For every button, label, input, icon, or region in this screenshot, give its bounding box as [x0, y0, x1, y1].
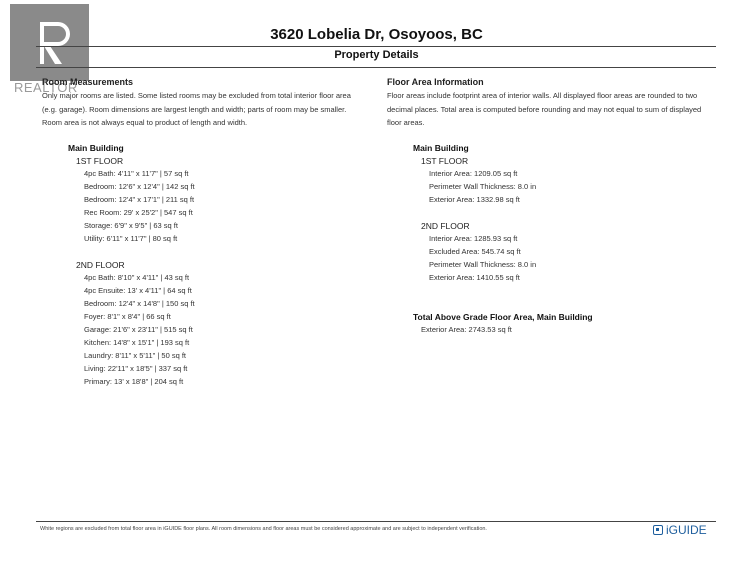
- room-floor-1-heading: 1ST FLOOR: [76, 156, 124, 166]
- iguide-logo: [653, 523, 707, 537]
- room-item: Kitchen: 14'8" x 15'1" | 193 sq ft: [84, 338, 190, 347]
- area-floor-2-heading: 2ND FLOOR: [421, 221, 470, 231]
- description-line: Floor areas include footprint area of interior walls. All displayed floor areas are rounded to two: [387, 91, 698, 100]
- description-line: Room area is not always equal to product of length and width.: [42, 118, 248, 127]
- footer-divider: [36, 521, 716, 522]
- room-item: Garage: 21'6" x 23'11" | 515 sq ft: [84, 325, 193, 334]
- total-area-heading: Total Above Grade Floor Area, Main Building: [413, 312, 593, 322]
- subtitle-divider: [36, 67, 716, 68]
- room-item: Storage: 6'9" x 9'5" | 63 sq ft: [84, 221, 178, 230]
- description-line: floor areas.: [387, 118, 425, 127]
- room-item: Bedroom: 12'4" x 17'1" | 211 sq ft: [84, 195, 195, 204]
- room-item: Rec Room: 29' x 25'2" | 547 sq ft: [84, 208, 193, 217]
- iguide-icon: [653, 525, 663, 535]
- room-item: 4pc Bath: 8'10" x 4'11" | 43 sq ft: [84, 273, 190, 282]
- room-item: Laundry: 8'11" x 5'11" | 50 sq ft: [84, 351, 187, 360]
- page-subtitle: Property Details: [334, 49, 419, 61]
- description-line: decimal places. Total area is computed before rounding and may not equal to sum of displayed: [387, 104, 702, 114]
- room-floor-2-heading: 2ND FLOOR: [76, 260, 125, 270]
- room-measurements-description: [42, 89, 351, 130]
- room-item: 4pc Ensuite: 13' x 4'11" | 64 sq ft: [84, 286, 192, 295]
- page-title: 3620 Lobelia Dr, Osoyoos, BC: [270, 26, 483, 43]
- area-item: Perimeter Wall Thickness: 8.0 in: [429, 260, 537, 269]
- floor-area-description: [387, 89, 701, 130]
- title-divider: [36, 46, 716, 47]
- total-area-value: Exterior Area: 2743.53 sq ft: [421, 325, 512, 334]
- area-item: Perimeter Wall Thickness: 8.0 in: [429, 182, 537, 191]
- room-item: Foyer: 8'1" x 8'4" | 66 sq ft: [84, 312, 171, 321]
- area-item: Interior Area: 1209.05 sq ft: [429, 169, 518, 178]
- room-item: Primary: 13' x 18'8" | 204 sq ft: [84, 377, 184, 386]
- area-item: Interior Area: 1285.93 sq ft: [429, 234, 518, 243]
- floor-area-heading: Floor Area Information: [387, 77, 484, 87]
- description-line: (e.g. garage). Room dimensions are largest length and width; parts of room may be smaller.: [42, 104, 347, 114]
- room-item: Living: 22'11" x 18'5" | 337 sq ft: [84, 364, 188, 373]
- footer-note: White regions are excluded from total floor area in iGUIDE floor plans. All room dimensions and floor areas must be considered approximate and are subject to independent verification.: [40, 526, 487, 532]
- realtor-logo-text: REALTOR: [14, 80, 78, 95]
- area-building-heading: Main Building: [413, 143, 469, 153]
- iguide-brand-text: iGUIDE: [666, 523, 707, 537]
- area-item: Exterior Area: 1410.55 sq ft: [429, 273, 520, 282]
- room-item: 4pc Bath: 4'11" x 11'7" | 57 sq ft: [84, 169, 189, 178]
- area-floor-1-heading: 1ST FLOOR: [421, 156, 469, 166]
- room-item: Bedroom: 12'6" x 12'4" | 142 sq ft: [84, 182, 195, 191]
- room-measurements-heading: Room Measurements: [42, 77, 134, 87]
- room-item: Bedroom: 12'4" x 14'8" | 150 sq ft: [84, 299, 195, 308]
- area-item: Excluded Area: 545.74 sq ft: [429, 247, 521, 256]
- room-building-heading: Main Building: [68, 143, 124, 153]
- area-item: Exterior Area: 1332.98 sq ft: [429, 195, 520, 204]
- description-line: Only major rooms are listed. Some listed rooms may be excluded from total interior floor area: [42, 91, 351, 100]
- room-item: Utility: 6'11" x 11'7" | 80 sq ft: [84, 234, 178, 243]
